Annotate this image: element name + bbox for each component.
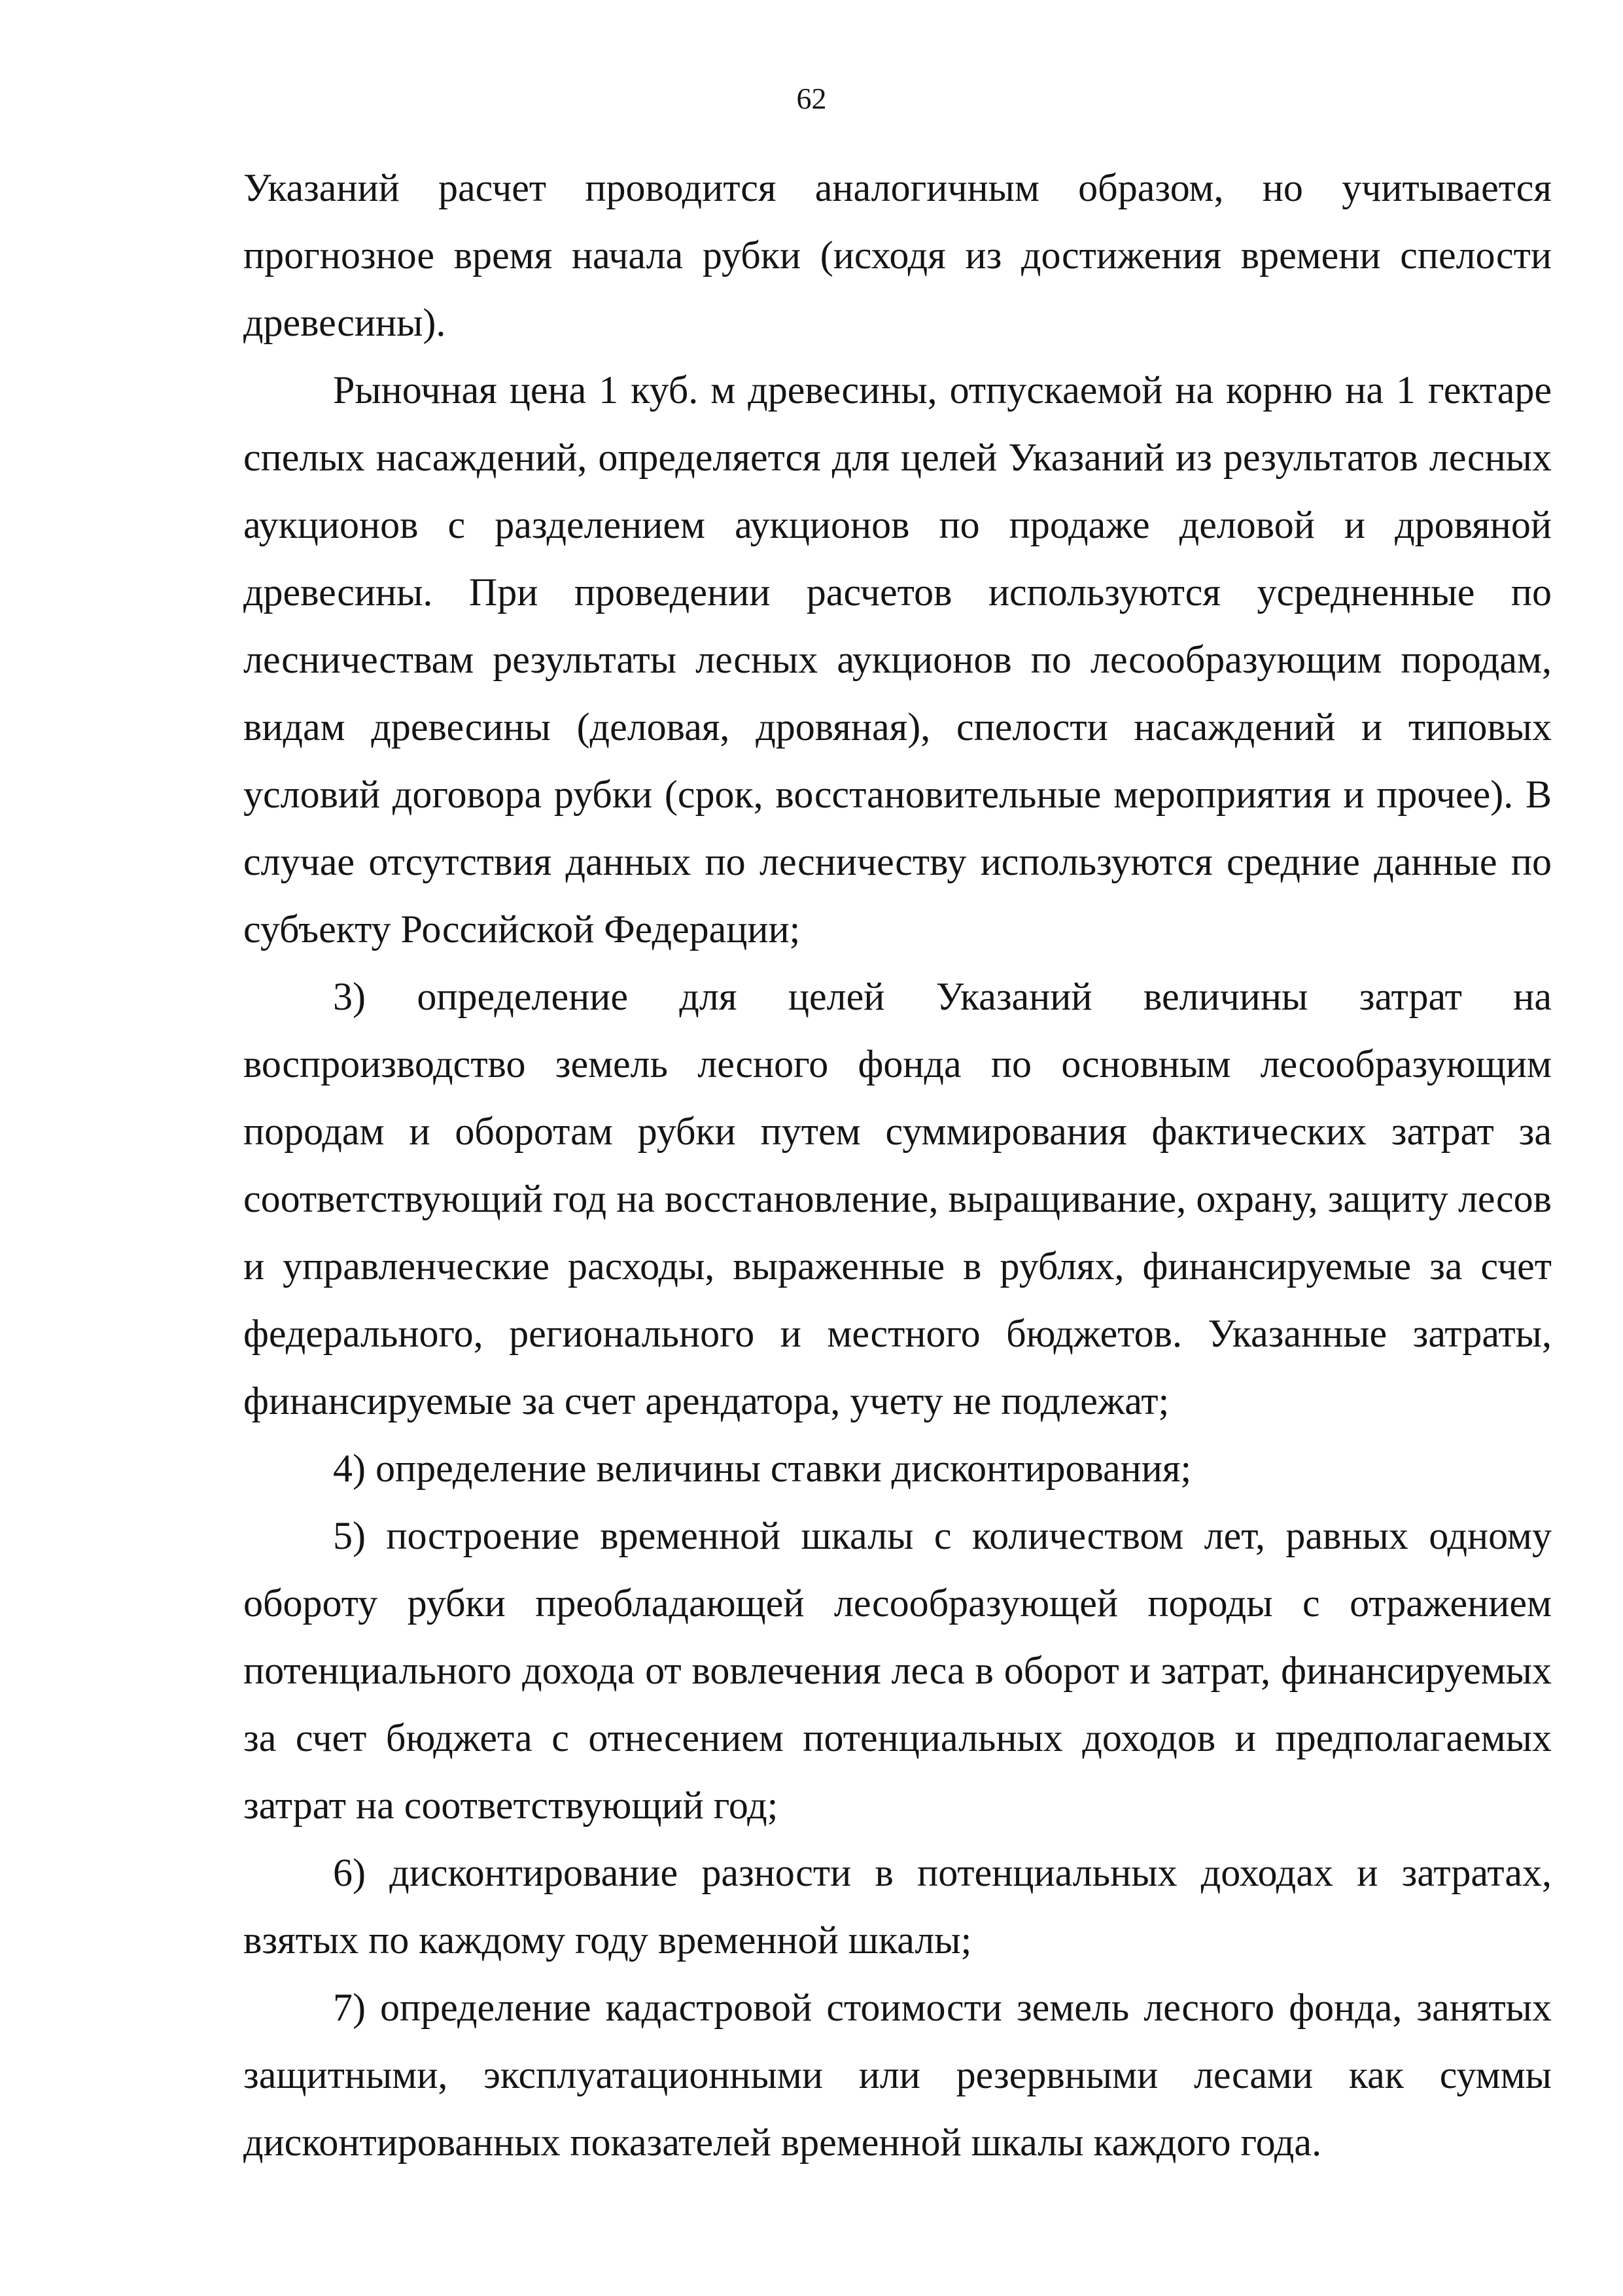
document-body bbox=[243, 154, 1552, 2176]
paragraph-market-price: Рыночная цена 1 куб. м древесины, отпускаемой на корню на 1 гектаре спелых насаждений, определяется для целей Указаний из результатов лесных аукционов с разделением аукционов по продаже деловой и дровяной древесины. При проведении расчетов используются усредненные по лесничествам результаты лесных аукционов по лесообразующим породам, видам древесины (деловая, дровяная), спелости насаждений и типовых условий договора рубки (срок, восстановительные мероприятия и прочее). В случае отсутствия данных по лесничеству используются средние данные по субъекту Российской Федерации; bbox=[243, 368, 1552, 951]
paragraph-item-3: 3) определение для целей Указаний величины затрат на воспроизводство земель лесного фонда по основным лесообразующим породам и оборотам рубки путем суммирования фактических затрат за соответствующий год на восстановление, выращивание, охрану, защиту лесов и управленческие расходы, выраженные в рублях, финансируемые за счет федерального, регионального и местного бюджетов. Указанные затраты, финансируемые за счет арендатора, учету не подлежат; bbox=[243, 975, 1552, 1422]
paragraph-continuation: Указаний расчет проводится аналогичным образом, но учитывается прогнозное время начала рубки (исходя из достижения времени спелости древесины). bbox=[243, 166, 1552, 344]
paragraph-item-6: 6) дисконтирование разности в потенциальных доходах и затратах, взятых по каждому году временной шкалы; bbox=[243, 1851, 1552, 1962]
paragraph-item-5: 5) построение временной шкалы с количеством лет, равных одному обороту рубки преобладающей лесообразующей породы с отражением потенциального дохода от вовлечения леса в оборот и затрат, финансируемых за счет бюджета с отнесением потенциальных доходов и предполагаемых затрат на соответствующий год; bbox=[243, 1514, 1552, 1827]
paragraph-item-4: 4) определение величины ставки дисконтирования; bbox=[333, 1447, 1192, 1490]
page-number: 62 bbox=[796, 82, 827, 115]
paragraph-item-7: 7) определение кадастровой стоимости земель лесного фонда, занятых защитными, эксплуатационными или резервными лесами как суммы дисконтированных показателей временной шкалы каждого года. bbox=[243, 1986, 1552, 2164]
